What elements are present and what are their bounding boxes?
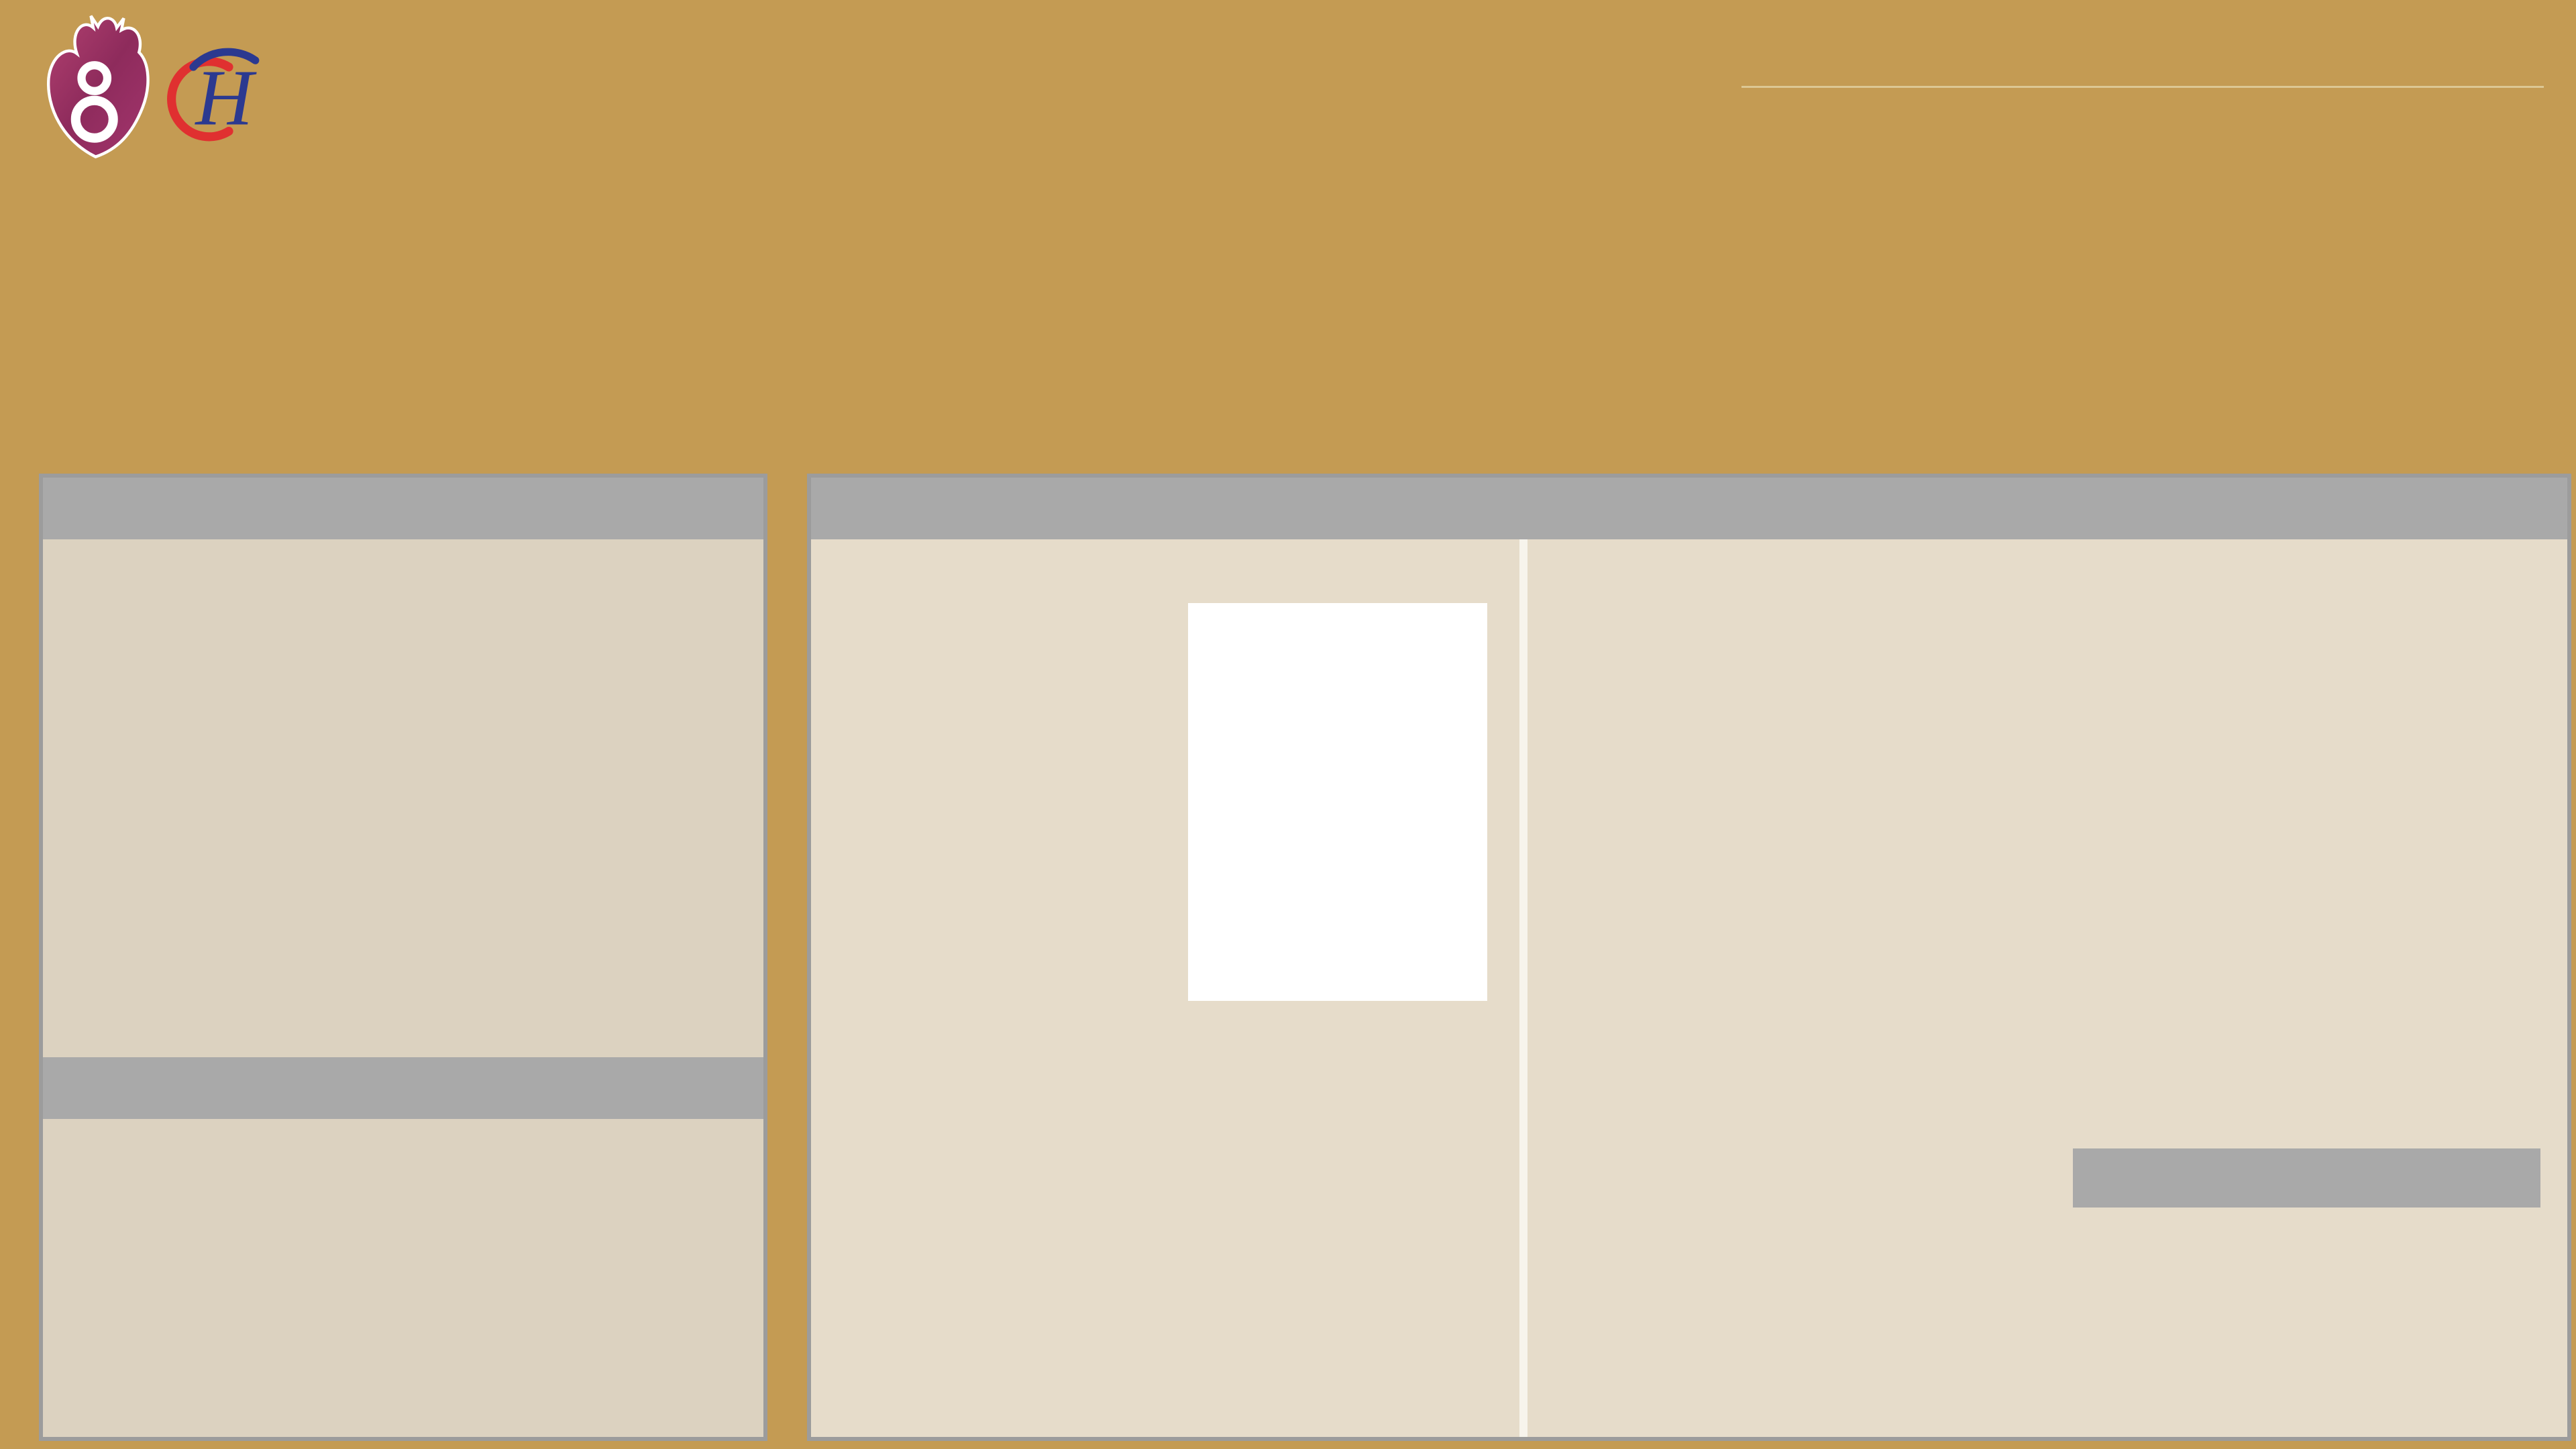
method-flowchart (43, 539, 763, 1057)
gender-donut-chart (894, 616, 1130, 853)
svg-text:H: H (195, 53, 254, 142)
donut-hole (954, 676, 1071, 793)
hospital-heart-logo (37, 9, 154, 170)
statistical-analysis-panel (1527, 539, 2567, 1437)
results-body (811, 539, 2567, 1437)
hasna-medika-h-logo (162, 35, 273, 152)
results-panel (807, 474, 2571, 1441)
data-distribution-panel (811, 539, 1519, 1437)
conclusion-bullets (43, 1119, 763, 1437)
method-heading (43, 478, 763, 539)
results-heading (811, 478, 2567, 539)
background-section (1741, 86, 2544, 116)
qr-code (2434, 1249, 2535, 1350)
age-ef-boxplot (1188, 603, 1487, 1001)
divider (1741, 86, 2544, 88)
keywords-heading (2073, 1148, 2540, 1208)
conclusion-heading (43, 1057, 763, 1119)
method-conclusion-panel (39, 474, 767, 1441)
